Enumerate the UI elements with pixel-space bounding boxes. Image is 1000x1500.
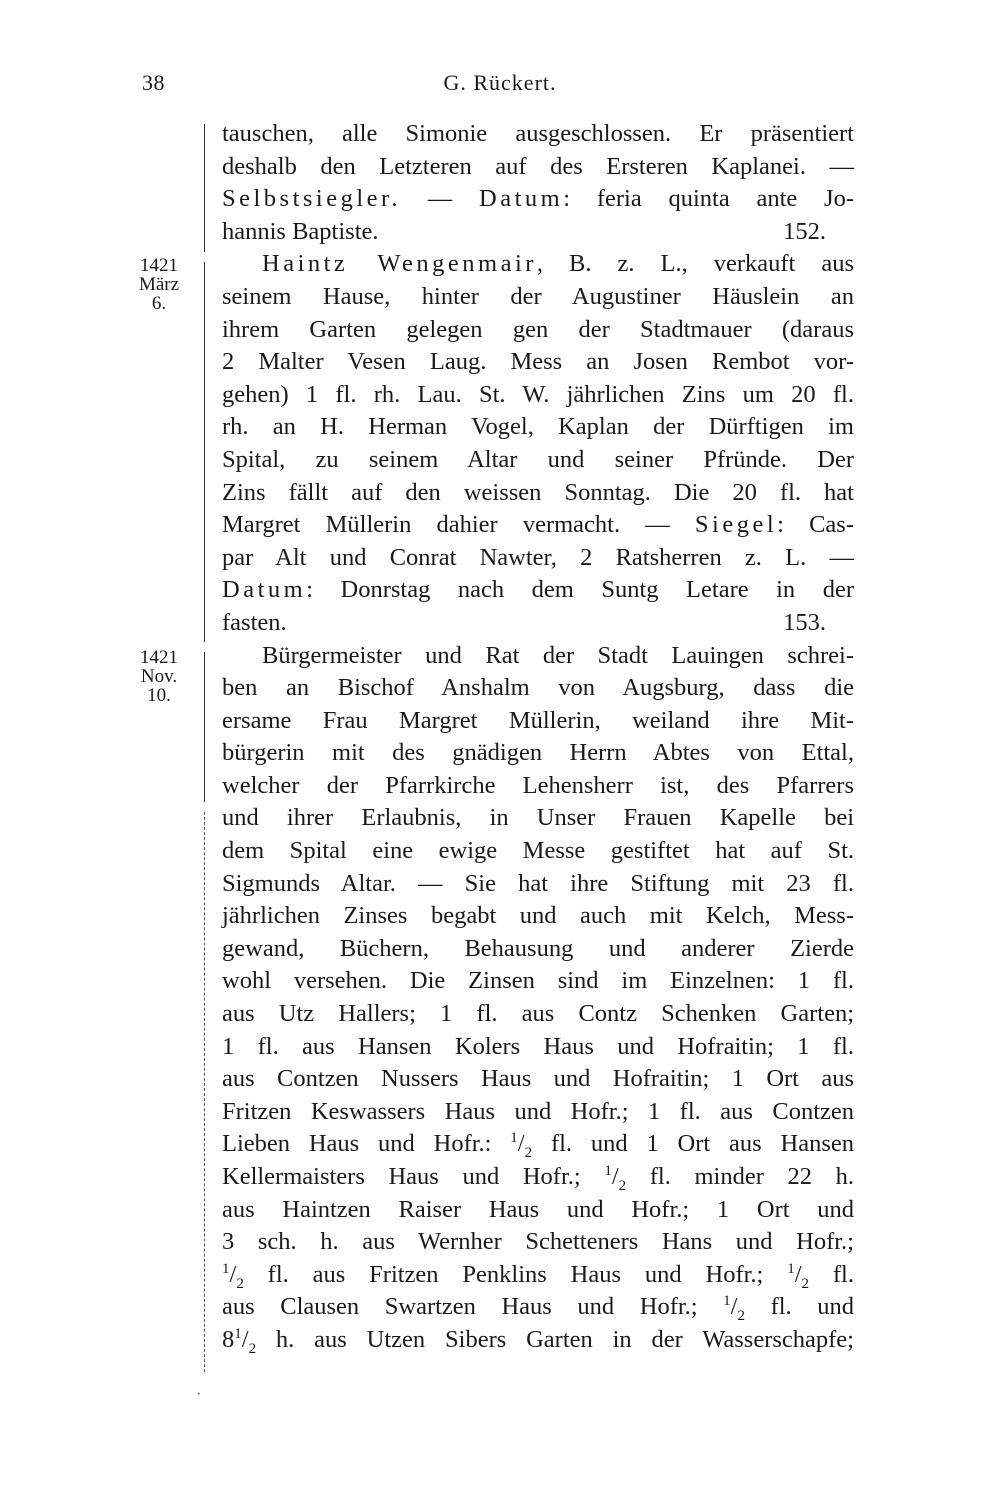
entry-153 [138,248,854,639]
text-fragment: : feria quinta ante Jo- [563,185,855,213]
date-year: 1421 [140,646,178,668]
date-month: März [138,274,180,296]
text-line: welcher der Pfarrkirche Lehensherr ist, des Pfarrers [222,771,854,799]
entry-152 [222,118,854,248]
text-line [222,248,854,281]
text-line [222,574,854,607]
text-fragment: : Cas- [777,511,854,539]
text-line: seinem Hause, hinter der Augustiner Häuslein an [222,282,854,310]
spaced-term: Datum [222,576,307,604]
text-body [138,118,855,1357]
text-fragment: fl. aus Fritzen Penklins Haus und Hofr.; [243,1260,788,1288]
text-line: jährlichen Zinses begabt und auch mit Kelch, Mess- [222,902,854,930]
fraction-numerator: 1 [787,1260,795,1277]
fraction-denominator: 2 [618,1177,627,1194]
margin-date [128,256,190,313]
text-line: Kellermaisters Haus und Hofr.; $^1/_2$ fl. minder 22 h. [222,1162,854,1194]
text-line: $8^1/_2$ h. aus Utzen Sibers Garten in der Wasserschapfe; [222,1325,854,1357]
running-head: G. Rückert. [443,70,557,95]
text-fragment: fl. minder 22 h. [626,1163,854,1190]
text-line: Spital, zu seinem Altar und seiner Pfründe. Der [222,445,854,473]
text-line: aus Utz Hallers; 1 fl. aus Contz Schenken Garten; [222,1000,854,1028]
fraction-numerator: 1 [234,1325,242,1342]
text-fragment: 8 [222,1325,235,1353]
margin-rule [204,262,205,642]
text-line: ersame Frau Margret Müllerin, weiland ihre Mit- [222,706,854,734]
margin-rule [204,652,205,802]
text-fragment: fl. [809,1260,854,1288]
fraction-denominator: 2 [248,1340,257,1357]
text-line: gehen) 1 fl. rh. Lau. St. W. jährlichen Zins um 20 fl. [222,380,854,408]
page-number: 38 [142,70,165,95]
fraction-denominator: 2 [801,1275,810,1292]
text-line: 2 Malter Vesen Laug. Mess an Josen Rembot vor- [222,348,854,376]
text-line [222,183,854,216]
text-line: par Alt und Conrat Nawter, 2 Ratsherren z. L. — [222,543,854,571]
text-line: aus Haintzen Raiser Haus und Hofr.; 1 Ort und [222,1195,854,1223]
text-line [222,607,854,640]
text-line: dem Spital eine ewige Messe gestiftet hat auf St. [222,837,854,865]
text-line: gewand, Büchern, Behausung und anderer Zierde [222,934,854,962]
text-line: tauschen, alle Simonie ausgeschlossen. Er präsentiert [222,120,854,147]
fraction-numerator: 1 [723,1293,731,1310]
margin-rule [204,124,205,252]
fraction-denominator: 2 [737,1308,745,1325]
fraction-numerator: 1 [222,1260,230,1277]
text-fragment: — [400,185,480,213]
entry-number: 153. [783,608,826,636]
spaced-term: Datum [479,185,564,213]
fraction-numerator: 1 [510,1130,518,1147]
text-line: wohl versehen. Die Zinsen sind im Einzelnen: 1 fl. [222,967,854,995]
text-fragment: h. aus Utzen Sibers Garten in der Wasserschapfe; [256,1325,854,1353]
spaced-term: Siegel [694,511,778,539]
spaced-term: Haintz Wengenmair [262,250,537,278]
margin-rule [204,812,205,1372]
text-line: ben an Bischof Anshalm von Augsburg, dass die [222,674,854,702]
text-line: Zins fällt auf den weissen Sonntag. Die 20 fl. hat [222,478,854,506]
text-fragment: Margret Müllerin dahier vermacht. — [222,511,695,539]
text-fragment: Lieben Haus und Hofr.: [222,1130,511,1158]
date-month: Nov. [140,665,178,687]
text-line: 1 fl. aus Hansen Kolers Haus und Hofraitin; 1 fl. [222,1032,854,1060]
text-line: und ihrer Erlaubnis, in Unser Frauen Kapelle bei [222,804,854,832]
text-fragment: : Donrstag nach dem Suntg Letare in der [306,576,854,604]
text-line [222,216,854,249]
text-line [222,509,854,542]
text-line: deshalb den Letzteren auf des Ersteren Kaplanei. — [222,152,854,180]
text-fragment: aus Clausen Swartzen Haus und Hofr.; [222,1293,724,1321]
date-year: 1421 [140,255,178,277]
spaced-term: Selbstsiegler. [222,185,401,213]
fraction-denominator: 2 [236,1275,244,1292]
entry-154 [140,640,854,1357]
date-day: 10. [147,684,171,706]
fraction-denominator: 2 [524,1145,533,1162]
text-line: Fritzen Keswassers Haus und Hofr.; 1 fl. aus Contzen [222,1097,854,1125]
text-line: aus Contzen Nussers Haus und Hofraitin; 1 Ort aus [222,1065,854,1093]
text-line: bürgerin mit des gnädigen Herrn Abtes von Ettal, [222,739,854,767]
margin-dot: · [196,1386,202,1403]
text-line: aus Clausen Swartzen Haus und Hofr.; $^1/_2$ fl. und [222,1293,854,1325]
text-fragment: , B. z. L., verkauft aus [536,250,854,278]
fraction-numerator: 1 [604,1162,612,1179]
text-line: $^1/_2$ fl. aus Fritzen Penklins Haus und Hofr.; $^1/_2$ fl. [222,1260,854,1292]
text-line: Lieben Haus und Hofr.: $^1/_2$ fl. und 1 Ort aus Hansen [222,1130,854,1162]
text-fragment: fasten. [222,608,287,636]
text-fragment: fl. und [744,1293,854,1321]
entry-number: 152. [783,217,826,245]
text-line: rh. an H. Herman Vogel, Kaplan der Dürftigen im [222,413,854,441]
margin-date [128,648,190,705]
text-line: Sigmunds Altar. — Sie hat ihre Stiftung mit 23 fl. [222,869,854,897]
text-fragment: hannis Baptiste. [222,217,379,245]
date-day: 6. [151,293,167,315]
text-fragment: fl. und 1 Ort aus Hansen [532,1130,854,1158]
text-line: Bürgermeister und Rat der Stadt Lauingen schrei- [262,641,854,669]
text-fragment: Kellermaisters Haus und Hofr.; [222,1163,605,1190]
text-line: 3 sch. h. aus Wernher Schetteners Hans und Hofr.; [222,1228,854,1256]
text-line: ihrem Garten gelegen gen der Stadtmauer (daraus [222,315,854,343]
